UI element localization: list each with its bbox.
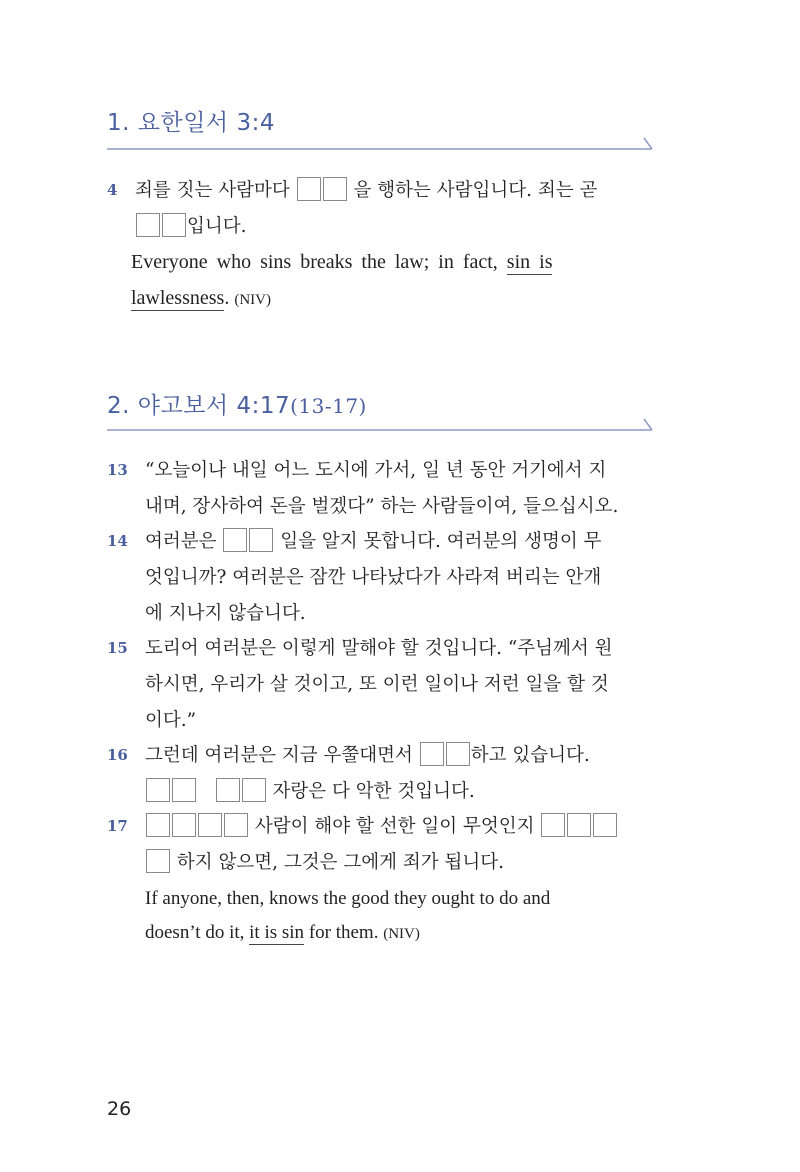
verse-14	[107, 523, 652, 633]
answer-blank[interactable]	[146, 813, 170, 837]
verse-14-line-2: 엇입니까? 여러분은 잠깐 나타났다가 사라져 버리는 안개	[145, 567, 602, 588]
verse-number: 4	[107, 181, 118, 199]
verse-17	[107, 808, 652, 948]
answer-blank[interactable]	[198, 813, 222, 837]
translation-label: (NIV)	[383, 926, 420, 942]
verse-4-line-2: 입니다.	[135, 208, 247, 245]
verse-17-line-2: 하지 않으면, 그것은 그에게 죄가 됩니다.	[145, 844, 504, 881]
verse-15-line-2: 하시면, 우리가 살 것이고, 또 이런 일이나 저런 일을 할 것	[145, 674, 609, 695]
answer-blank[interactable]	[162, 213, 186, 237]
verse-14-line-3: 에 지나지 않습니다.	[145, 603, 306, 624]
translation-label: (NIV)	[234, 292, 271, 308]
answer-blank[interactable]	[323, 177, 347, 201]
underlined-phrase: it is sin	[249, 922, 305, 943]
answer-blank[interactable]	[249, 528, 273, 552]
section-1-rule	[107, 137, 655, 151]
section-2-rule	[107, 418, 655, 432]
answer-blank[interactable]	[420, 742, 444, 766]
verse-16-line-1: 그런데 여러분은 지금 우쭐대면서 하고 있습니다.	[145, 737, 590, 774]
verse-4-english-line-1: Everyone who sins breaks the law; in fact, sin is	[131, 251, 553, 273]
answer-blank[interactable]	[146, 849, 170, 873]
verse-4	[107, 172, 652, 322]
verse-15	[107, 630, 652, 740]
answer-blank[interactable]	[446, 742, 470, 766]
verse-13-line-2: 내며, 장사하여 돈을 벌겠다” 하는 사람들이여, 들으십시오.	[145, 496, 619, 517]
section-2-title: 2. 야고보서 4:17(13-17)	[107, 393, 367, 419]
verse-number: 17	[107, 817, 128, 835]
answer-blank[interactable]	[242, 778, 266, 802]
answer-blank[interactable]	[224, 813, 248, 837]
answer-blank[interactable]	[136, 213, 160, 237]
answer-blank[interactable]	[567, 813, 591, 837]
verse-number: 14	[107, 532, 128, 550]
answer-blank[interactable]	[297, 177, 321, 201]
verse-number: 13	[107, 461, 128, 479]
section-1-title: 1. 요한일서 3:4	[107, 110, 275, 136]
verse-17-english-line-1: If anyone, then, knows the good they ought to do and	[145, 888, 551, 909]
page-number: 26	[107, 1098, 132, 1120]
verse-16	[107, 737, 652, 812]
underlined-phrase: lawlessness	[131, 287, 225, 309]
answer-blank[interactable]	[172, 813, 196, 837]
verse-13-line-1: “오늘이나 내일 어느 도시에 가서, 일 년 동안 거기에서 지	[145, 460, 607, 481]
verse-16-line-2: 자랑은 다 악한 것입니다.	[145, 773, 475, 810]
answer-blank[interactable]	[541, 813, 565, 837]
verse-13	[107, 452, 652, 532]
verse-15-line-1: 도리어 여러분은 이렇게 말해야 할 것입니다. “주님께서 원	[145, 638, 613, 659]
verse-17-english-line-2: doesn’t do it, it is sin for them. (NIV)	[145, 922, 420, 943]
verse-4-line-1: 죄를 짓는 사람마다 을 행하는 사람입니다. 죄는 곧	[135, 172, 597, 209]
verse-4-english-line-2: lawlessness. (NIV)	[131, 287, 271, 309]
answer-blank[interactable]	[593, 813, 617, 837]
verse-15-line-3: 이다.”	[145, 710, 197, 731]
answer-blank[interactable]	[146, 778, 170, 802]
verse-number: 15	[107, 639, 128, 657]
verse-number: 16	[107, 746, 128, 764]
verse-14-line-1: 여러분은 일을 알지 못합니다. 여러분의 생명이 무	[145, 523, 602, 560]
underlined-phrase: sin is	[506, 251, 553, 273]
verse-17-line-1: 사람이 해야 할 선한 일이 무엇인지	[145, 808, 618, 845]
answer-blank[interactable]	[223, 528, 247, 552]
answer-blank[interactable]	[216, 778, 240, 802]
answer-blank[interactable]	[172, 778, 196, 802]
